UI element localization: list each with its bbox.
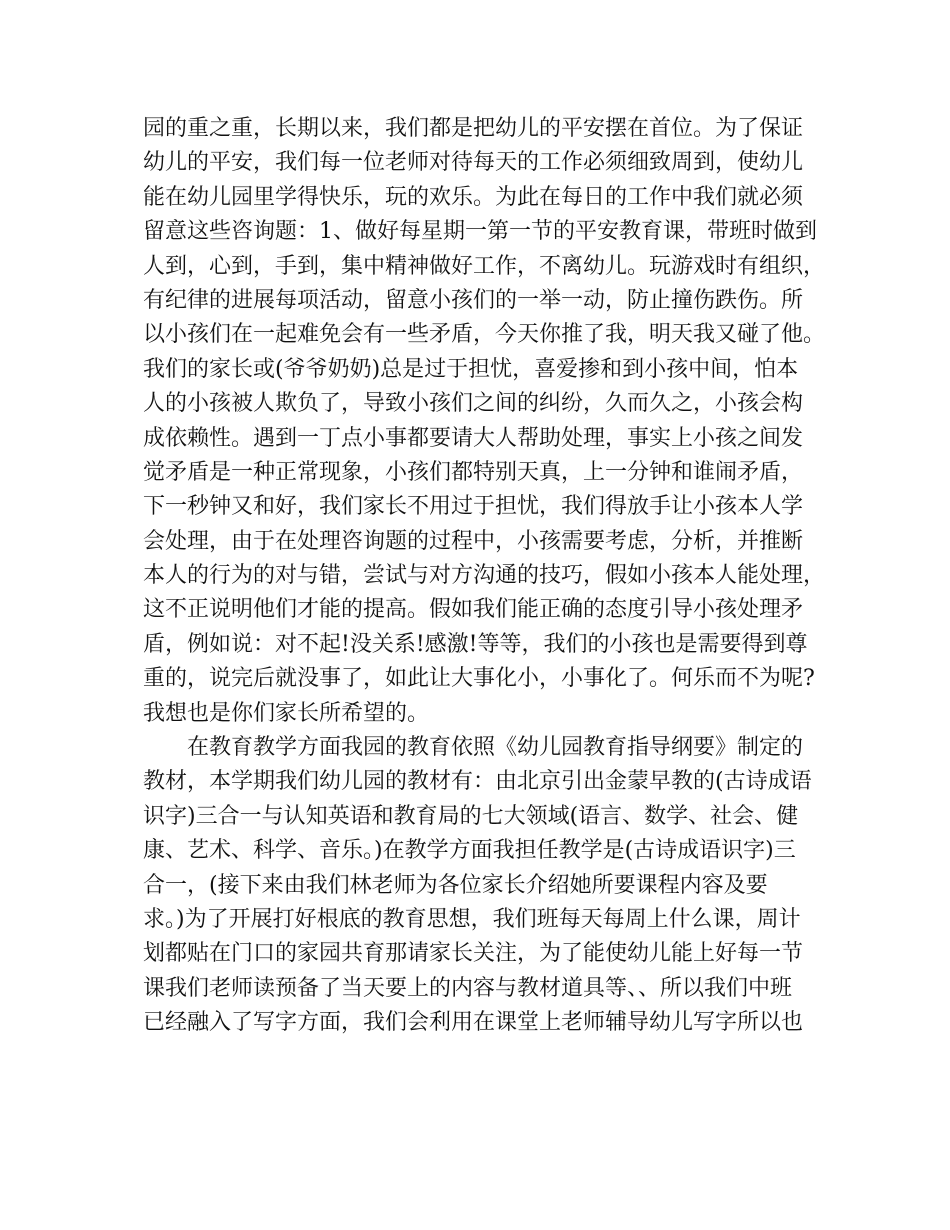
document-body [143, 112, 833, 1041]
text-line: 能在幼儿园里学得快乐，玩的欢乐。为此在每日的工作中我们就必须 [143, 184, 804, 210]
text-line: 我想也是你们家长所希望的。 [143, 700, 430, 726]
text-line: 园的重之重，长期以来，我们都是把幼儿的平安摆在首位。为了保证 [143, 116, 804, 141]
text-line: 成依赖性。遇到一丁点小事都要请大人帮助处理，事实上小孩之间发 [143, 425, 804, 451]
text-line: 教材，本学期我们幼儿园的教材有：由北京引出金蒙早教的(古诗成语 [143, 769, 812, 795]
text-line: 本人的行为的对与错，尝试与对方沟通的技巧，假如小孩本人能处理， [143, 563, 826, 589]
text-line: 下一秒钟又和好，我们家长不用过于担忧，我们得放手让小孩本人学 [143, 494, 804, 520]
text-line: 盾，例如说：对不起!没关系!感激!等等，我们的小孩也是需要得到尊 [143, 631, 808, 657]
text-line: 已经融入了写字方面，我们会利用在课堂上老师辅导幼儿写字所以也 [143, 1010, 804, 1036]
text-line: 幼儿的平安，我们每一位老师对待每天的工作必须细致周到，使幼儿 [143, 150, 804, 176]
text-line: 我们的家长或(爷爷奶奶)总是过于担忧，喜爱掺和到小孩中间，怕本 [143, 356, 799, 382]
text-line: 这不正说明他们才能的提高。假如我们能正确的态度引导小孩处理矛 [143, 597, 804, 623]
text-line: 留意这些咨询题：1、做好每星期一第一节的平安教育课，带班时做到 [143, 219, 817, 245]
text-line-first: 在教育教学方面我园的教育依照《幼儿园教育指导纲要》制定的 [187, 735, 804, 761]
paragraph-2 [143, 731, 833, 1041]
text-line: 课我们老师读预备了当天要上的内容与教材道具等、、所以我们中班 [143, 975, 793, 1001]
text-line: 康、艺术、科学、音乐。)在教学方面我担任教学是(古诗成语识字)三 [143, 838, 796, 864]
text-line: 人的小孩被人欺负了，导致小孩们之间的纠纷，久而久之，小孩会构 [143, 391, 804, 417]
text-line: 以小孩们在一起难免会有一些矛盾，今天你推了我，明天我又碰了他。 [143, 322, 826, 348]
text-line: 会处理，由于在处理咨询题的过程中，小孩需要考虑，分析，并推断 [143, 528, 804, 554]
text-line: 划都贴在门口的家园共育那请家长关注，为了能使幼儿能上好每一节 [143, 941, 804, 967]
text-line: 求。)为了开展打好根底的教育思想，我们班每天每周上什么课，周计 [143, 906, 801, 932]
text-line: 识字)三合一与认知英语和教育局的七大领域(语言、数学、社会、健 [143, 803, 799, 829]
text-line: 合一，(接下来由我们林老师为各位家长介绍她所要课程内容及要 [143, 872, 768, 898]
text-line: 人到，心到，手到，集中精神做好工作，不离幼儿。玩游戏时有组织， [143, 253, 826, 279]
paragraph-1 [143, 112, 833, 731]
text-line: 重的，说完后就没事了，如此让大事化小，小事化了。何乐而不为呢? [143, 666, 815, 692]
text-line: 有纪律的进展每项活动，留意小孩们的一举一动，防止撞伤跌伤。所 [143, 287, 804, 313]
text-line: 觉矛盾是一种正常现象，小孩们都特别天真，上一分钟和谁闹矛盾， [143, 459, 804, 485]
